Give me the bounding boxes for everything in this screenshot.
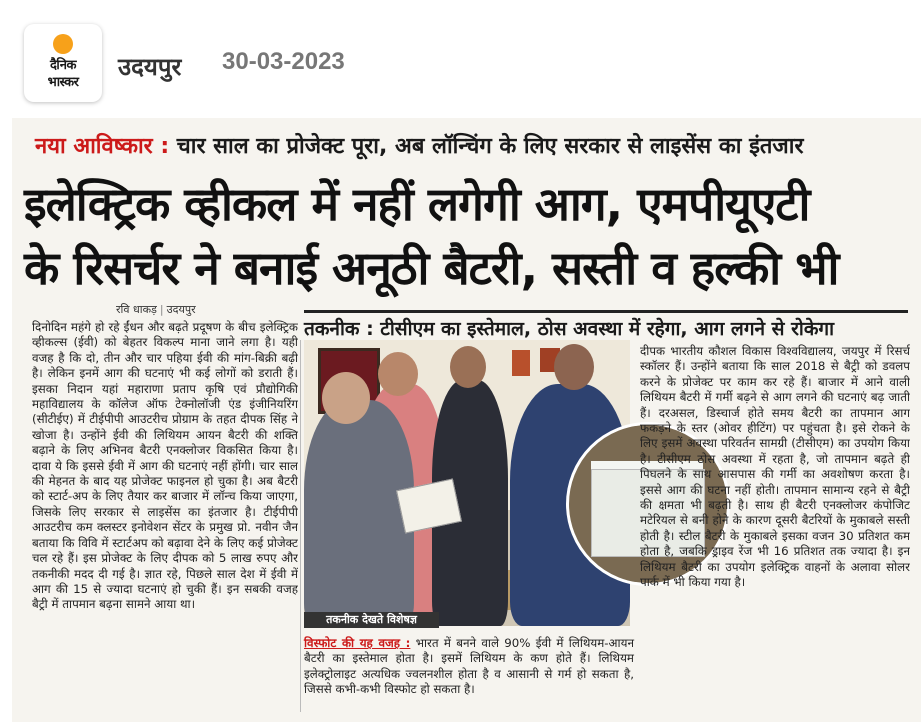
blast-reason-box (304, 636, 634, 698)
headline-line1: इलेक्ट्रिक व्हीकल में नहीं लगेगी आग, एमपीयूएटी (24, 177, 810, 231)
photo-caption: तकनीक देखते विशेषज्ञ (304, 612, 439, 628)
edition-city: उदयपुर (118, 53, 182, 81)
byline-author: रवि धाकड़ (116, 303, 157, 316)
column-divider (300, 340, 301, 712)
kicker-label: नया आविष्कार : (35, 134, 170, 159)
logo-line1: दैनिक (50, 58, 76, 73)
blast-text: भारत में बनने वाले 90% ईवी में लिथियम-आयन बैटरी का इस्तेमाल होता है। इसमें लिथियम के कण होते हैं। लिथियम इलेक्ट्रोलाइट अत्यधिक ज्वलनशील होता है व आसानी से गर्म हो सकता है, जिससे कभी-कभी विस्फोट हो सकता है। (304, 636, 635, 697)
edition-date: 30-03-2023 (222, 48, 345, 75)
logo-line2: भास्कर (47, 75, 79, 90)
headline-line2: के रिसर्चर ने बनाई अनूठी बैटरी, सस्ती व हल्की भी (24, 241, 839, 295)
photo-person-head (322, 372, 370, 424)
byline-city: उदयपुर (166, 303, 196, 316)
kicker (35, 130, 803, 160)
kicker-text: चार साल का प्रोजेक्ट पूरा, अब लॉन्चिंग के लिए सरकार से लाइसेंस का इंतजार (176, 134, 804, 159)
sun-icon (53, 34, 73, 54)
photo-person-head (554, 344, 594, 390)
photo-wall-frame (512, 350, 530, 376)
article-column-3: दीपक भारतीय कौशल विकास विश्वविद्यालय, जयपुर में रिसर्च स्कॉलर हैं। उन्होंने बताया कि साल 2018 से बैट्री को डवलप करने के प्रोजेक्ट पर काम कर रहे हैं। बाजार में आने वाली लिथियम बैटरी में गर्मी बढ़ने से आग लगने की घटनाएं बढ़ जाती हैं। दरअसल, डिस्चार्ज होते समय बैटरी का तापमान आग फकड़ने के स्तर (ओवर हीटिंग) पर पहुंचता है। इसे रोकने के लिए इसमें अवस्था परिवर्तन सामग्री (टीसीएम) का उपयोग किया है। टीसीएम ठोस अवस्था में रहता है, जो तापमान बढ़ते ही पिघलने के साथ आसपास की गर्मी का अवशोषण करता है। इससे आग की घटना नहीं होती। तापमान सामान्य रहने से बैट्री की क्षमता भी बढ़ती है। साथ ही बैटरी एनक्लोजर कंपोजिट मटेरियल से बनी होने के कारण दूसरी बैटरियों के मुकाबले सस्ती होती है। स्टील बैटरी के मुकाबले इसका वजन 30 प्रतिशत कम होता है, जबकि ड्राइव रेंज भी 16 प्रतिशत तक ज्यादा है। इन लिथियम बैटरी का उपयोग इलेक्ट्रिक वाहनों के अलावा सोलर पार्क में भी किया गया है। (640, 344, 910, 590)
article-column-1: दिनोदिन महंगे हो रहे ईंधन और बढ़ते प्रदूषण के बीच इलेक्ट्रिक व्हीकल्स (ईवी) को बेहतर विकल्प माना जाने लगा है। यही वजह है कि दो, तीन और चार पहिया ईवी की मांग-बिक्री बढ़ी है। लेकिन इनमें आग की घटनाएं भी कई लोगों को डराती हैं। इसका निदान यहां महाराणा प्रताप कृषि एवं प्रौद्योगिकी महाविद्यालय के कॉलेज ऑफ टेक्नोलॉजी एंड इंजीनियरिंग (सीटीईए) में टीईपीपी आउटरीच प्रोग्राम के तहत दीपक सिंह ने खोजा है। उन्होंने ईवी की लिथियम आयन बैटरी की शक्ति बढ़ाने के लिए अभिनव बैटरी एनक्लोजर विकसित किया है। दावा ये कि इससे ईवी में आग की घटनाएं नहीं होंगी। चार साल की मेहनत के बाद यह प्रोजेक्ट फाइनल हो चुका है। अब बैटरी को स्टार्ट-अप के लिए तैयार कर बाजार में लॉन्च किया जाएगा, जिसके लिए सरकार से लाइसेंस का इंतजार है। टीईपीपी आउटरीच कम क्लस्टर इनोवेशन सेंटर के प्रमुख प्रो. नवीन जैन बताया कि विवि में स्टार्टअप को बढ़ावा देने के लिए कई प्रोजेक्ट चल रहे हैं। इस प्रोजेक्ट के लिए दीपक को 5 लाख रुपए और तकनीकी मदद दी गई है। ज्ञात रहे, पिछले साल देश में ईवी में आग की 15 से ज्यादा घटनाएं हो चुकी हैं। इन सबकी वजह बैट्री में तापमान बढ़ना सामने आया था। (32, 320, 298, 612)
subhead (304, 310, 908, 341)
photo-person (304, 400, 414, 626)
blast-label: विस्फोट की यह वजह : (304, 636, 411, 650)
subhead-text: तकनीक : टीसीएम का इस्तेमाल, ठोस अवस्था में रहेगा, आग लगने से रोकेगा (304, 318, 835, 340)
photo-person-head (378, 352, 418, 396)
photo-person-head (450, 346, 486, 388)
byline: रवि धाकड़ | उदयपुर (116, 303, 196, 316)
app-header (0, 0, 921, 112)
dainik-bhaskar-logo[interactable] (24, 24, 102, 102)
